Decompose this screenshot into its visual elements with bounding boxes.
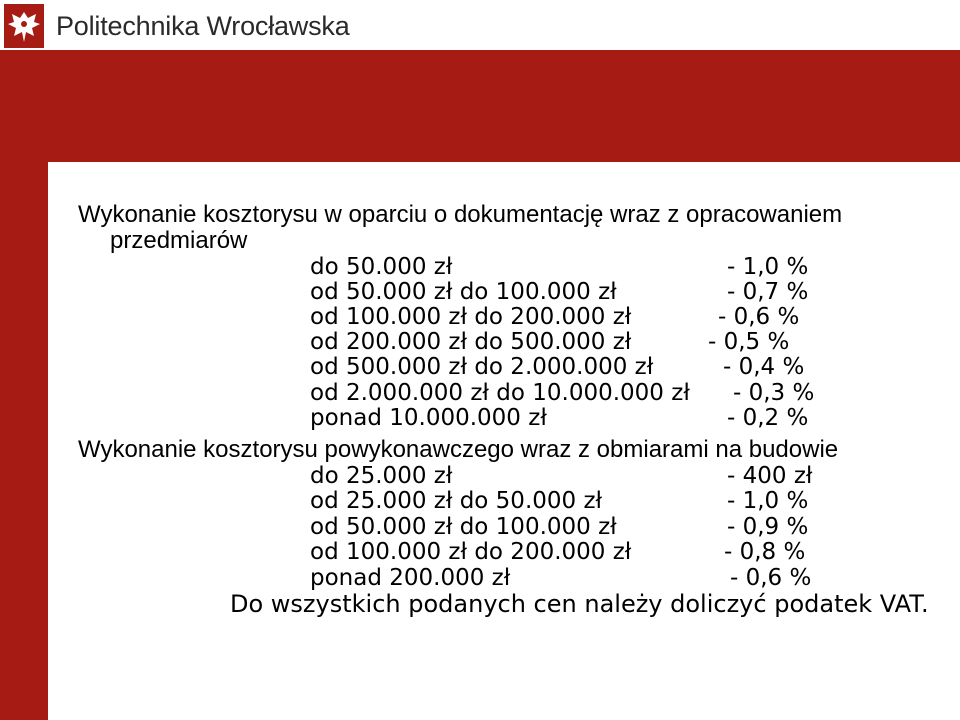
section1-rate: - 0,7 % [727,279,809,305]
side-band [0,50,48,720]
vat-note: Do wszystkich podanych cen należy doliczyć podatek VAT. [230,590,929,618]
section1-range: od 50.000 zł do 100.000 zł [310,279,617,305]
section1-range: do 50.000 zł [310,254,453,280]
section2-rate: - 0,9 % [727,514,809,540]
section2-range: do 25.000 zł [310,463,453,489]
section1-range: od 100.000 zł do 200.000 zł [310,304,632,330]
section2-range: od 100.000 zł do 200.000 zł [310,539,632,565]
section1-heading-cont: przedmiarów [110,227,248,254]
section1-range: od 200.000 zł do 500.000 zł [310,329,632,355]
section1-rate: - 0,5 % [708,329,790,355]
section1-rate: - 1,0 % [727,254,809,280]
section2-rate: - 400 zł [727,463,813,489]
section2-range: od 25.000 zł do 50.000 zł [310,488,603,514]
section1-range: od 2.000.000 zł do 10.000.000 zł [310,380,690,406]
section2-rate: - 0,8 % [724,539,806,565]
section1-heading: Wykonanie kosztorysu w oparciu o dokumentację wraz z opracowaniem [78,201,843,228]
section2-rate: - 0,6 % [730,565,812,591]
header-bar [0,0,960,50]
section1-range: ponad 10.000.000 zł [310,405,547,431]
section2-rate: - 1,0 % [727,488,809,514]
title-band [0,50,960,162]
section2-range: od 50.000 zł do 100.000 zł [310,514,617,540]
section2-range: ponad 200.000 zł [310,565,511,591]
section1-rate: - 0,6 % [718,304,800,330]
section2-heading: Wykonanie kosztorysu powykonawczego wraz z obmiarami na budowie [78,436,839,463]
eagle-crest-icon [4,4,44,48]
brand-name: Politechnika Wrocławska [56,11,350,41]
section1-rate: - 0,4 % [723,354,805,380]
section1-rate: - 0,2 % [727,405,809,431]
section1-range: od 500.000 zł do 2.000.000 zł [310,354,654,380]
section1-rate: - 0,3 % [733,380,815,406]
